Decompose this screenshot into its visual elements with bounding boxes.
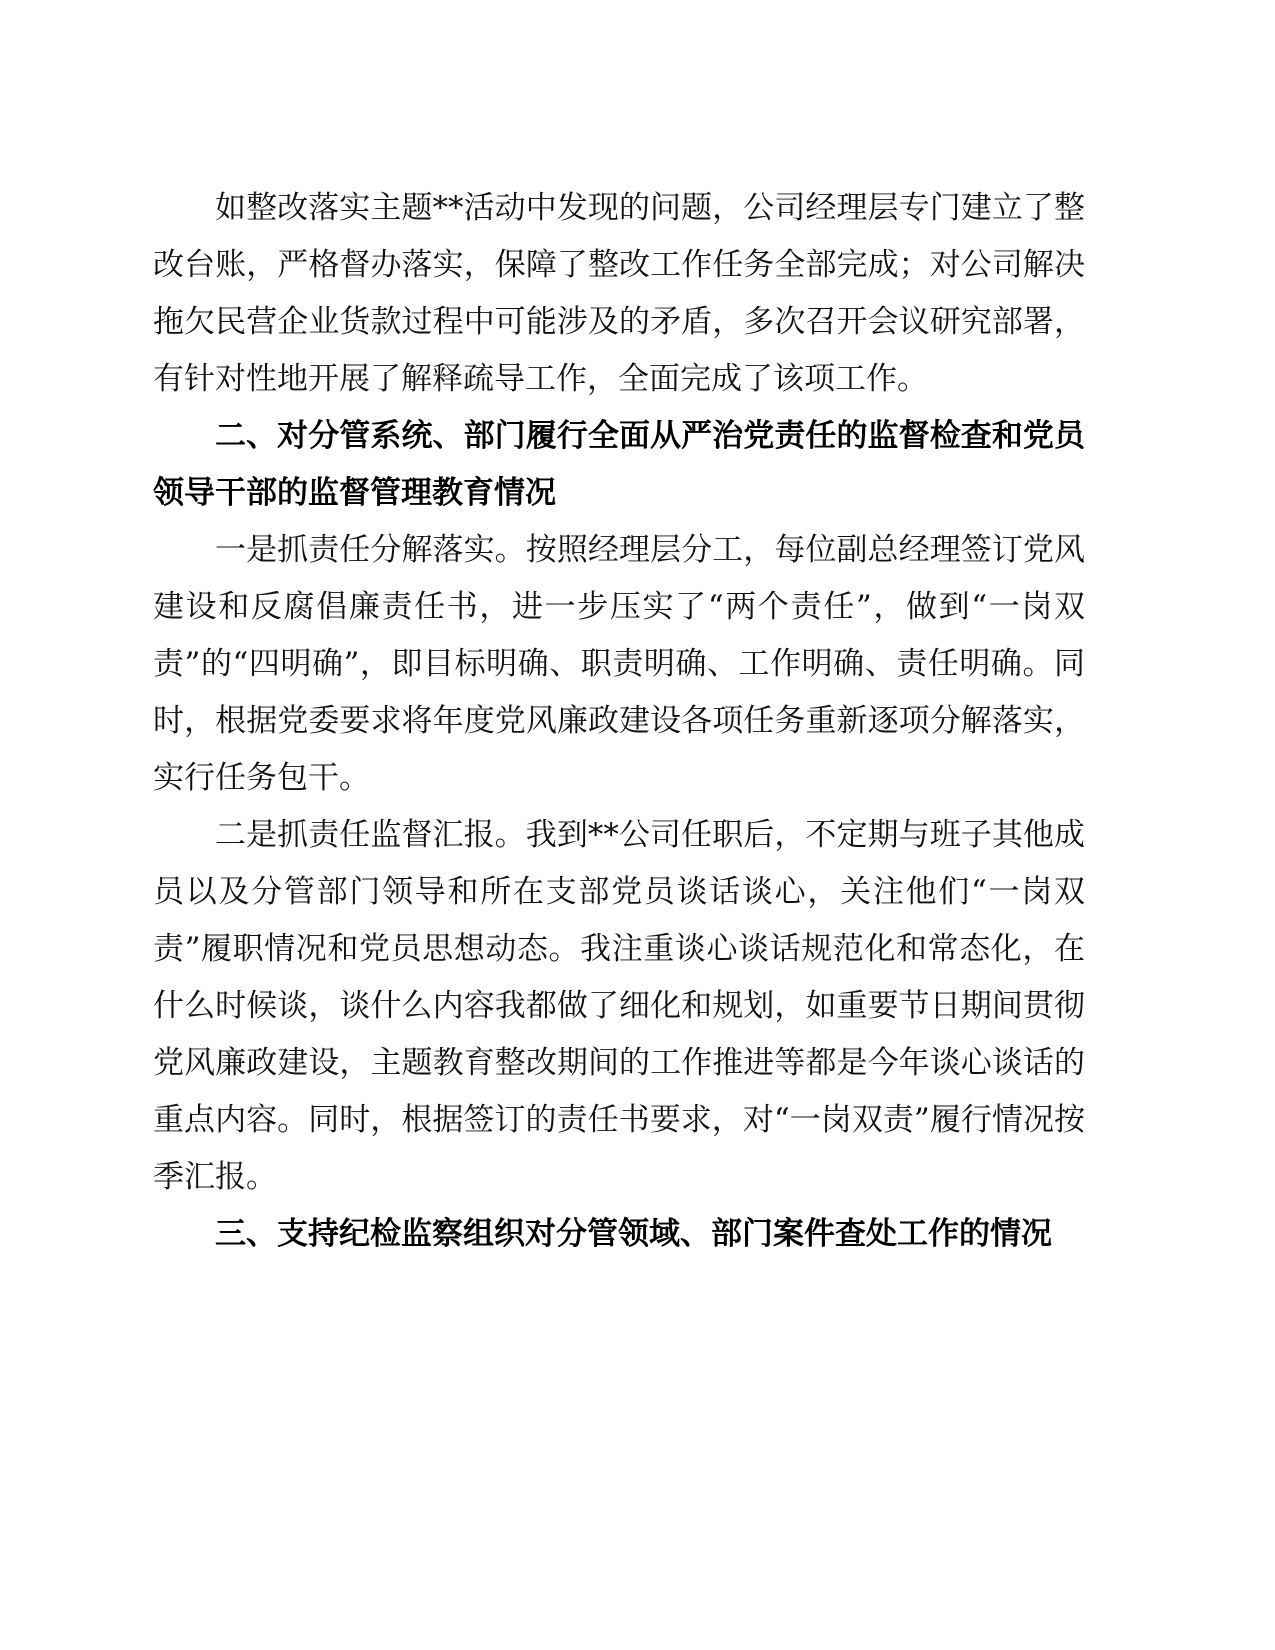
paragraph-responsibility-supervision: 二是抓责任监督汇报。我到**公司任职后，不定期与班子其他成员以及分管部门领导和所在支部党员谈话谈心，关注他们“一岗双责”履职情况和党员思想动态。我注重谈心谈话规范化和常态化，在什么时候谈，谈什么内容我都做了细化和规划，如重要节日期间贯彻党风廉政建设，主题教育整改期间的工作推进等都是今年谈心谈话的重点内容。同时，根据签订的责任书要求，对“一岗双责”履行情况按季汇报。: [153, 817, 1085, 1195]
paragraph-rectification: 如整改落实主题**活动中发现的问题，公司经理层专门建立了整改台账，严格督办落实，保障了整改工作任务全部完成；对公司解决拖欠民营企业货款过程中可能涉及的矛盾，多次召开会议研究部署，有针对性地开展了解释疏导工作，全面完成了该项工作。: [153, 190, 1085, 397]
section-heading-two: 二、对分管系统、部门履行全面从严治党责任的监督检查和党员领导干部的监督管理教育情况: [153, 418, 1085, 511]
section-heading-three: 三、支持纪检监察组织对分管领域、部门案件查处工作的情况: [215, 1216, 1052, 1252]
document-body: [153, 180, 1085, 1263]
paragraph-responsibility-decomposition: 一是抓责任分解落实。按照经理层分工，每位副总经理签订党风建设和反腐倡廉责任书，进一步压实了“两个责任”，做到“一岗双责”的“四明确”，即目标明确、职责明确、工作明确、责任明确。同时，根据党委要求将年度党风廉政建设各项任务重新逐项分解落实，实行任务包干。: [153, 532, 1085, 796]
